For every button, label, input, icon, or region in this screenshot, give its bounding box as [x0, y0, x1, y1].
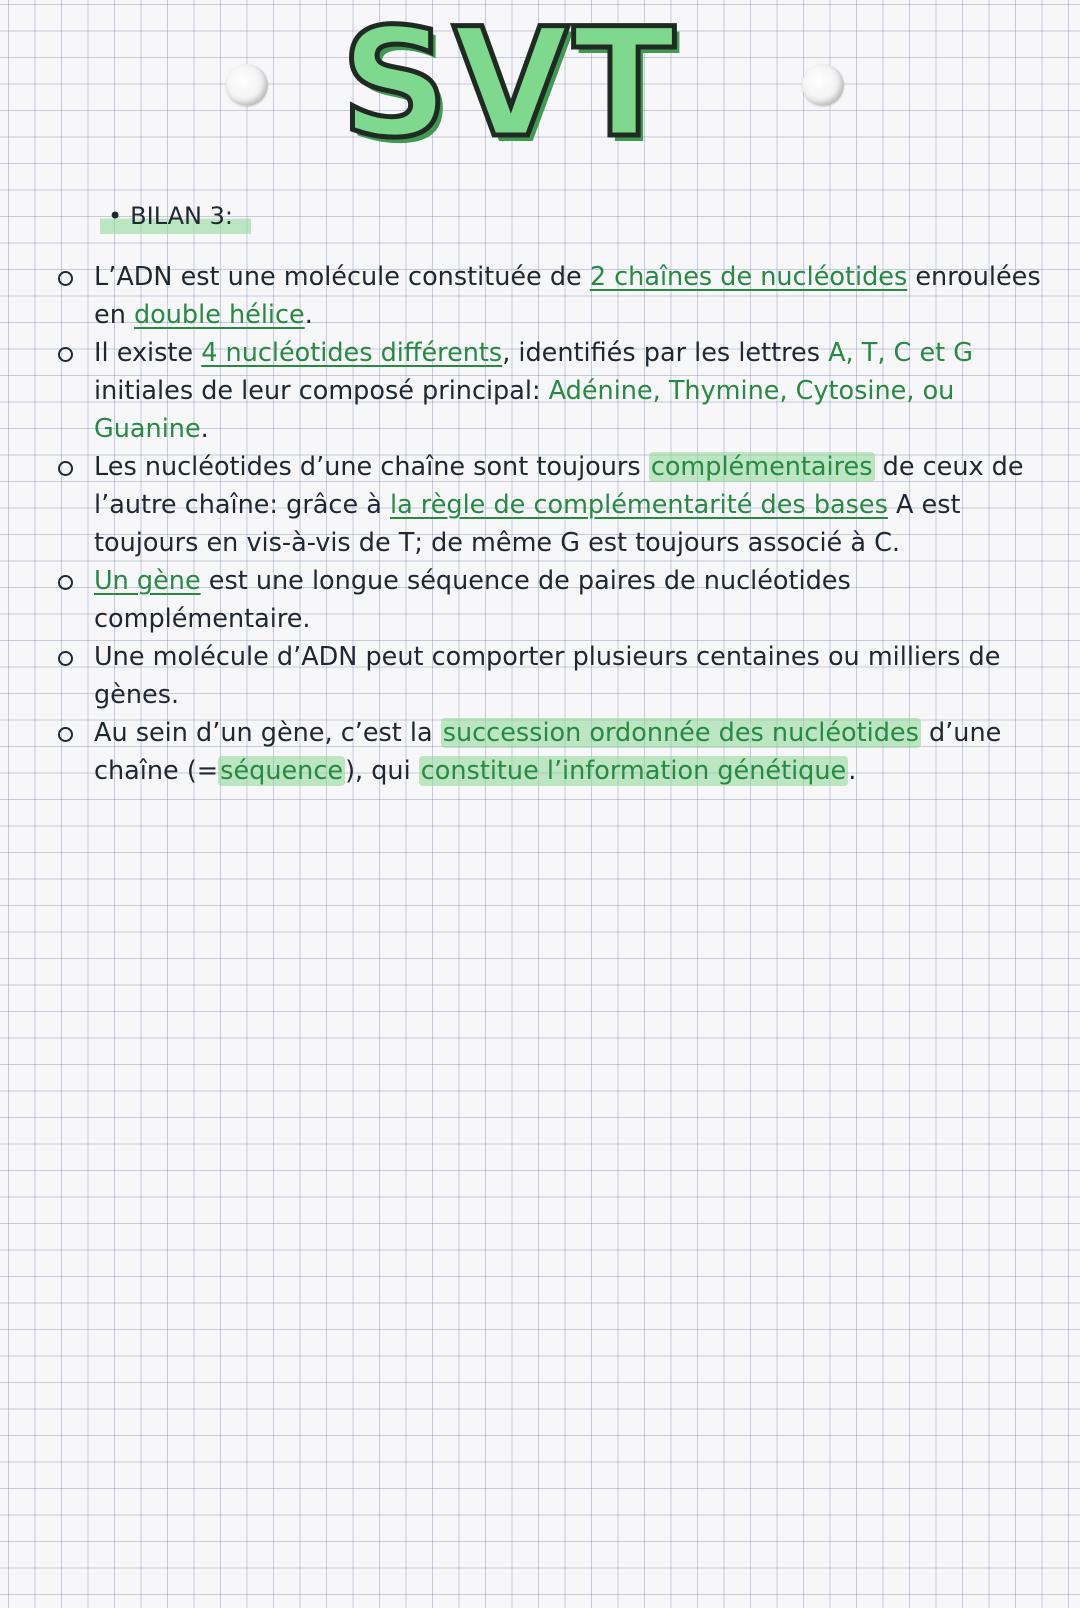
note-item [50, 334, 1060, 448]
note-text: . [200, 414, 209, 444]
note-text: initiales de leur composé principal: [94, 376, 549, 406]
note-text: ), qui [345, 756, 419, 786]
note-item [50, 714, 1060, 790]
highlight-text: Adénine, Thymine, Cytosine, ou Guanine [94, 376, 955, 444]
note-text: . [304, 300, 313, 330]
note-item [50, 448, 1060, 562]
highlight-text: complémentaires [650, 452, 873, 482]
section-heading [100, 200, 251, 234]
note-text: Il existe [94, 338, 202, 368]
heading-bullet: • [108, 202, 123, 230]
binder-hole-right [802, 64, 844, 106]
circle-bullet-icon [58, 347, 73, 362]
circle-bullet-icon [58, 461, 73, 476]
note-item [50, 638, 1060, 714]
highlight-text: 4 nucléotides différents [201, 338, 503, 368]
highlight-text: Un gène [94, 566, 201, 596]
circle-bullet-icon [58, 651, 73, 666]
note-text: Une molécule d’ADN peut comporter plusieurs centaines ou milliers de gènes. [94, 642, 1001, 710]
note-text: . [848, 756, 857, 786]
highlight-text: 2 chaînes de nucléotides [589, 262, 908, 292]
highlight-text: A, T, C et G [828, 338, 974, 368]
highlight-text: la règle de complémentarité des bases [389, 490, 888, 520]
note-text: Au sein d’un gène, c’est la [94, 718, 441, 748]
note-text: enroulées en [94, 262, 1041, 330]
note-text: est une longue séquence de paires de nucléotides complémentaire. [94, 566, 851, 634]
circle-bullet-icon [58, 727, 73, 742]
note-text: A est toujours en vis-à-vis de T; de même G est toujours associé à C. [94, 490, 961, 558]
highlight-text: séquence [220, 756, 344, 786]
circle-bullet-icon [58, 271, 73, 286]
note-text: d’une chaîne (= [94, 718, 1002, 786]
note-text: de ceux de l’autre chaîne: grâce à [94, 452, 1024, 520]
note-item [50, 562, 1060, 638]
page-title: SVT [340, 0, 680, 171]
highlight-text: succession ordonnée des nucléotides [442, 718, 919, 748]
note-text: L’ADN est une molécule constituée de [94, 262, 590, 292]
note-text: Les nucléotides d’une chaîne sont toujours [94, 452, 649, 482]
circle-bullet-icon [58, 575, 73, 590]
highlight-text: constitue l’information génétique [420, 756, 847, 786]
highlight-text: double hélice [133, 300, 305, 330]
binder-hole-left [226, 64, 268, 106]
section-heading-label: BILAN 3: [130, 202, 233, 230]
note-item [50, 258, 1060, 334]
notes-list [50, 258, 1060, 790]
note-text: , identifiés par les lettres [502, 338, 829, 368]
